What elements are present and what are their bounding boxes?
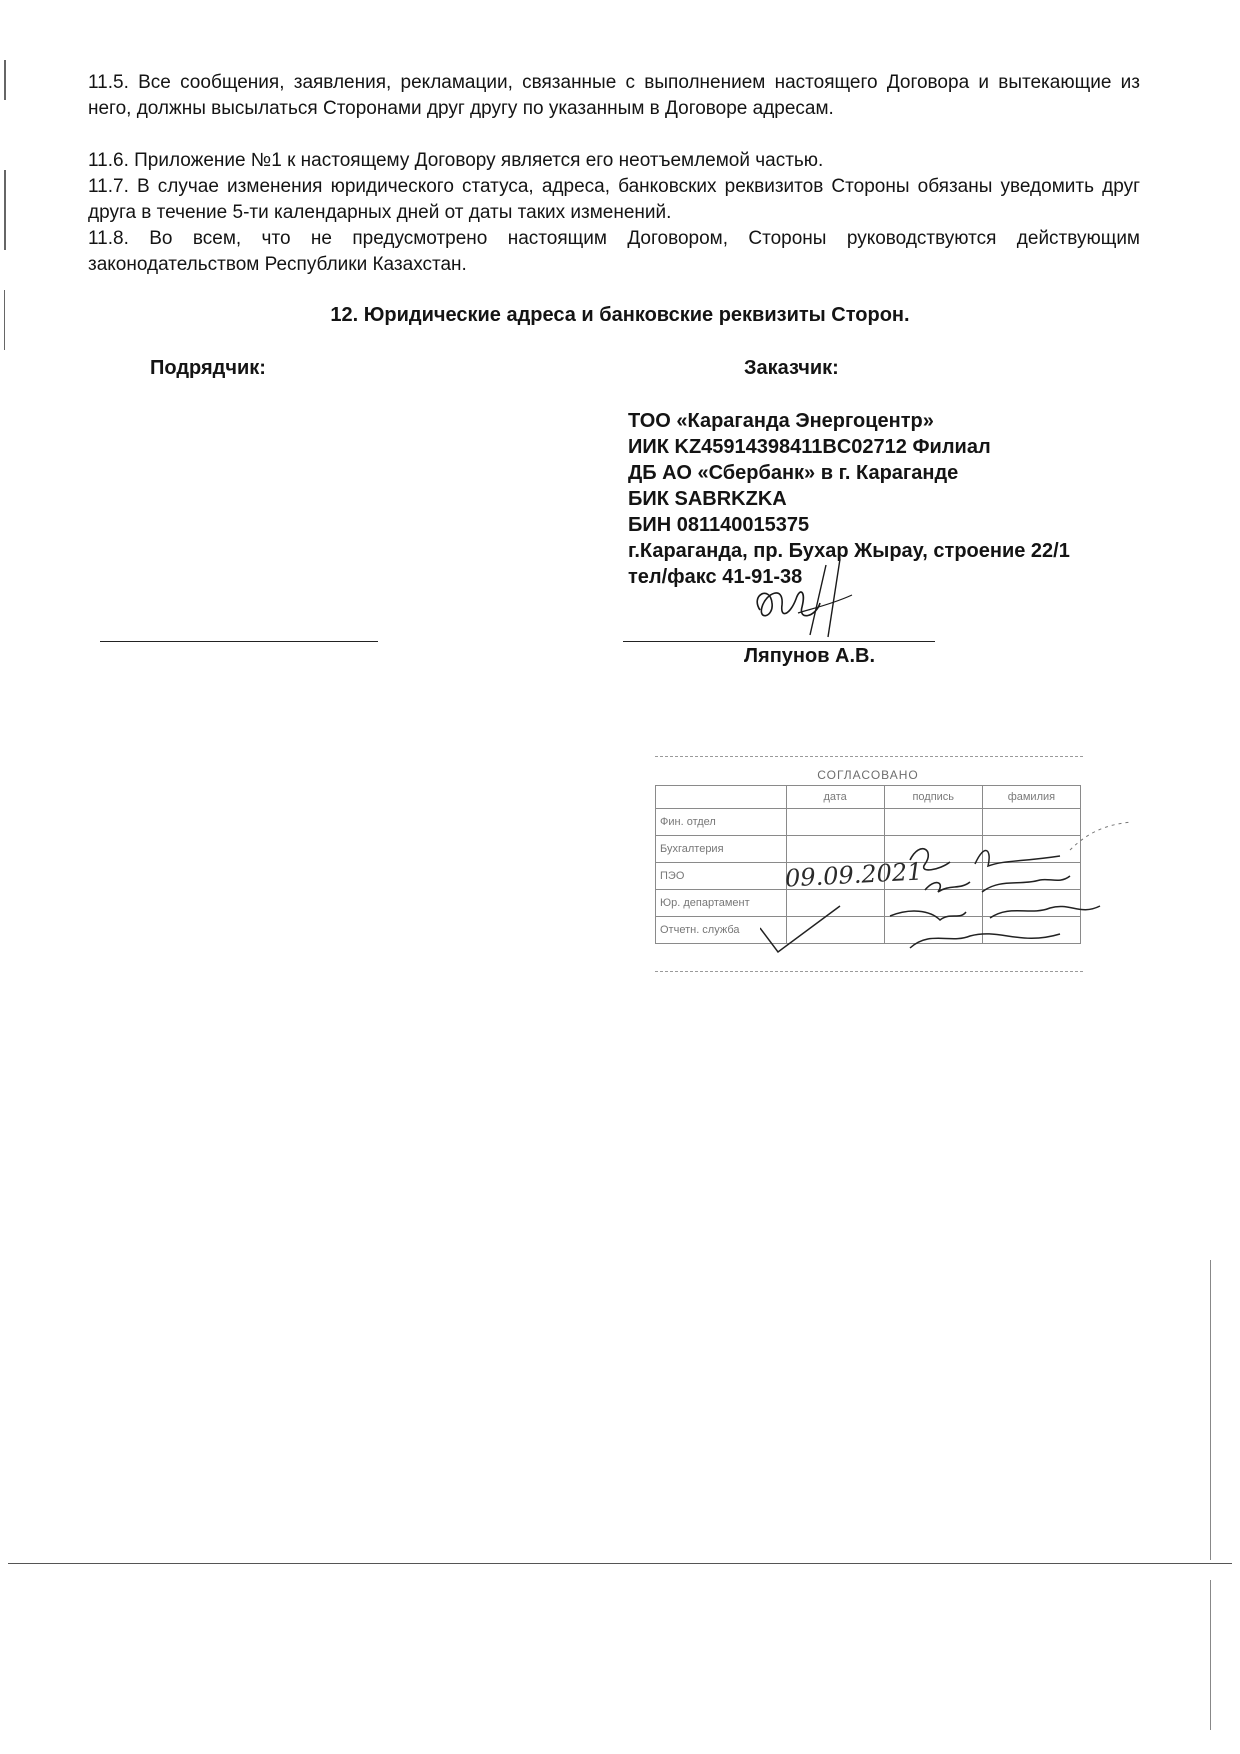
customer-iik: ИИК KZ45914398411BC02712 Филиал bbox=[628, 436, 991, 458]
contractor-label: Подрядчик: bbox=[150, 357, 266, 379]
handwritten-date: 09.09.2021 bbox=[784, 857, 924, 893]
customer-bank: ДБ АО «Сбербанк» в г. Караганде bbox=[628, 462, 959, 484]
page-footer-rule bbox=[8, 1563, 1232, 1564]
stamp-title: СОГЛАСОВАНО bbox=[656, 765, 1081, 786]
scan-artifact bbox=[4, 60, 6, 100]
stamp-empty-header bbox=[656, 786, 787, 809]
stamp-row-label: Фин. отдел bbox=[656, 809, 787, 836]
customer-address: г.Караганда, пр. Бухар Жырау, строение 22/1 bbox=[628, 540, 1070, 562]
customer-phone: тел/факс 41-91-38 bbox=[628, 566, 803, 588]
customer-label: Заказчик: bbox=[744, 357, 839, 379]
stamp-col-signature: подпись bbox=[884, 786, 982, 809]
clause-text: 11.7. В случае изменения юридического статуса, адреса, банковских реквизитов Стороны обязаны уведомить друг друга в течение 5-ти календарных дней от даты таких изменений. bbox=[88, 176, 1140, 223]
handwritten-approvals-icon bbox=[760, 820, 1140, 970]
customer-bin: БИН 081140015375 bbox=[628, 514, 810, 536]
clause-text: 11.8. Во всем, что не предусмотрено настоящим Договором, Стороны руководствуются действующим законодательством Республики Казахстан. bbox=[88, 228, 1140, 275]
scan-artifact bbox=[1210, 1260, 1211, 1560]
customer-requisites bbox=[628, 408, 1188, 590]
stamp-col-surname: фамилия bbox=[982, 786, 1080, 809]
customer-company: ТОО «Караганда Энергоцентр» bbox=[628, 410, 934, 432]
stamp-row-label: Отчетн. служба bbox=[656, 917, 787, 944]
customer-bik: БИК SABRKZKA bbox=[628, 488, 787, 510]
scan-artifact bbox=[1210, 1580, 1211, 1730]
stamp-row-label: Юр. департамент bbox=[656, 890, 787, 917]
section-title: 12. Юридические адреса и банковские реквизиты Сторон. bbox=[330, 304, 910, 326]
clause-11-8 bbox=[88, 226, 1140, 278]
clause-11-5 bbox=[88, 70, 1140, 122]
stamp-row-label: ПЭО bbox=[656, 863, 787, 890]
contractor-signature-line bbox=[100, 641, 378, 642]
stamp-row-label: Бухгалтерия bbox=[656, 836, 787, 863]
clause-11-7 bbox=[88, 174, 1140, 226]
clause-text: 11.6. Приложение №1 к настоящему Договору является его неотъемлемой частью. bbox=[88, 150, 824, 171]
clause-text: 11.5. Все сообщения, заявления, рекламации, связанные с выполнением настоящего Договора и вытекающие из него, должны высылаться Сторонами друг другу по указанным в Договоре адресам. bbox=[88, 72, 1140, 119]
stamp-col-date: дата bbox=[786, 786, 884, 809]
handwritten-signature-icon bbox=[740, 555, 870, 645]
clause-11-6 bbox=[88, 148, 1140, 174]
scan-artifact bbox=[4, 170, 6, 250]
customer-signer-name: Ляпунов А.В. bbox=[744, 645, 876, 667]
